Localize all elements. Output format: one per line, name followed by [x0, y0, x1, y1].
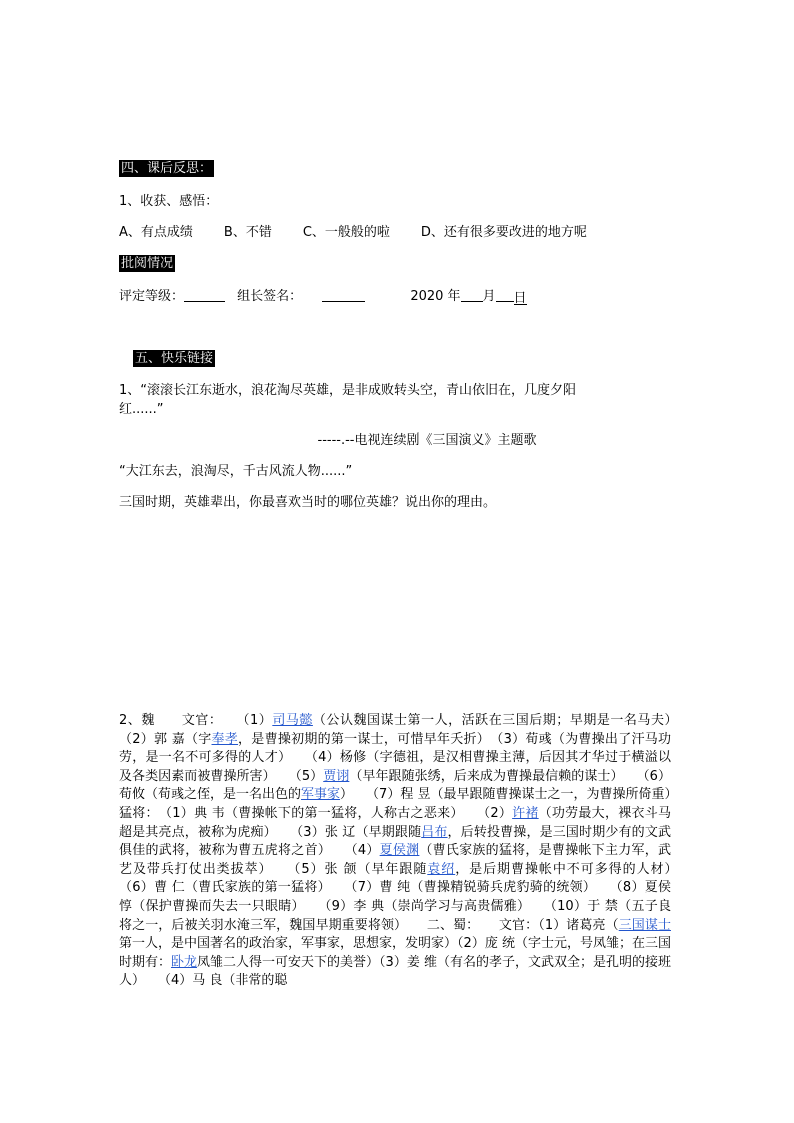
- poem-source: -----.--电视连续剧《三国演义》主题歌: [317, 433, 537, 448]
- grade-label: 评定等级：: [119, 289, 185, 304]
- poem-line-2: 红......”: [119, 402, 164, 417]
- hero-question: 三国时期，英雄辈出，你最喜欢当时的哪位英雄？说出你的理由。: [119, 495, 497, 510]
- link-xiahou-yuan[interactable]: 夏侯渊: [379, 843, 420, 859]
- day-field[interactable]: [496, 287, 514, 302]
- date-month: 月: [482, 289, 496, 304]
- reflection-heading: 四、课后反思：: [121, 161, 213, 176]
- option-d: D、还有很多要改进的地方呢: [420, 225, 587, 240]
- link-three-kingdoms-advisor[interactable]: 三国谋士: [618, 917, 671, 933]
- leader-signature-field[interactable]: [322, 287, 365, 302]
- option-a: A、有点成绩: [119, 225, 193, 240]
- date-day: 日: [513, 291, 527, 306]
- link-jia-xu[interactable]: 贾诩: [323, 768, 350, 784]
- option-c: C、一般般的啦: [302, 225, 390, 240]
- month-field[interactable]: [461, 287, 483, 302]
- reflection-options: [119, 224, 587, 241]
- link-wolong[interactable]: 卧龙: [171, 954, 198, 970]
- link-military-strategist[interactable]: 军事家: [301, 787, 341, 803]
- link-sima-yi[interactable]: 司马懿: [272, 713, 313, 728]
- grade-field[interactable]: [184, 287, 225, 302]
- poem-quote: “大江东去，浪淘尽，千古风流人物......”: [119, 464, 353, 479]
- date-year: 2020 年: [410, 289, 461, 304]
- option-b: B、不错: [223, 225, 272, 240]
- fun-heading: 五、快乐链接: [135, 351, 214, 366]
- leader-label: 组长签名：: [237, 289, 303, 304]
- reflection-question: 1、收获、感悟：: [119, 194, 219, 209]
- link-lu-bu[interactable]: 吕布: [421, 824, 448, 840]
- review-fields: [119, 287, 527, 305]
- link-yuan-shao[interactable]: 袁绍: [427, 861, 456, 877]
- review-heading: 批阅情况: [121, 256, 174, 271]
- link-fengxiao[interactable]: 奉孝: [211, 731, 239, 747]
- poem-line-1: 1、“滚滚长江东逝水，浪花淘尽英雄，是非成败转头空，青山依旧在，几度夕阳: [119, 383, 577, 398]
- heroes-paragraph: 2、魏 文官： （1）司马懿（公认魏国谋士第一人，活跃在三国后期；早期是一名马夫） （2）郭 嘉（字奉孝，是曹操初期的第一谋士，可惜早年夭折） （3）荀彧（为曹操出了汗马功劳，是一名不可多得的人才） （4）杨修（字德祖，是汉相曹操主薄，后因其才华过于横溢以及各类因素而被曹操所害） （5）贾诩（早年跟随张绣，后来成为曹操最信赖的谋士） （6）荀攸（荀彧之侄，是一名出色的军事家） （7）程 昱（最早跟随曹操谋士之一，为曹操所倚重） 猛将： （1）典 韦（曹操帐下的第一猛将，人称古之恶来） （2）许褚（功劳最大，裸衣斗马超是其亮点，被称为虎痴） （3）张 辽（早期跟随吕布，后转投曹操，是三国时期少有的文武俱佳的武将，被称为曹五虎将之首） （4）夏侯渊（曹氏家族的猛将，是曹操帐下主力军，武艺及带兵打仗出类拔萃） （5）张 颌（早年跟随袁绍，是后期曹操帐中不可多得的人材） （6）曹 仁（曹氏家族的第一猛将） （7）曹 纯（曹操精锐骑兵虎豹骑的统领） （8）夏侯惇（保护曹操而失去一只眼睛） （9）李 典（崇尚学习与高贵儒雅） （10）于 禁（五子良将之一，后被关羽水淹三军，魏国早期重要将领） 二、蜀： 文官：（1）诸葛亮（三国谋士第一人，是中国著名的政治家，军事家，思想家，发明家）（2）庞 统（字士元，号凤雏；在三国时期有：卧龙凤雏二人得一可安天下的美誉）（3）姜 维（有名的孝子，文武双全；是孔明的接班人） （4）马 良（非常的聪: [119, 713, 698, 989]
- link-xu-chu[interactable]: 许褚: [512, 805, 539, 821]
